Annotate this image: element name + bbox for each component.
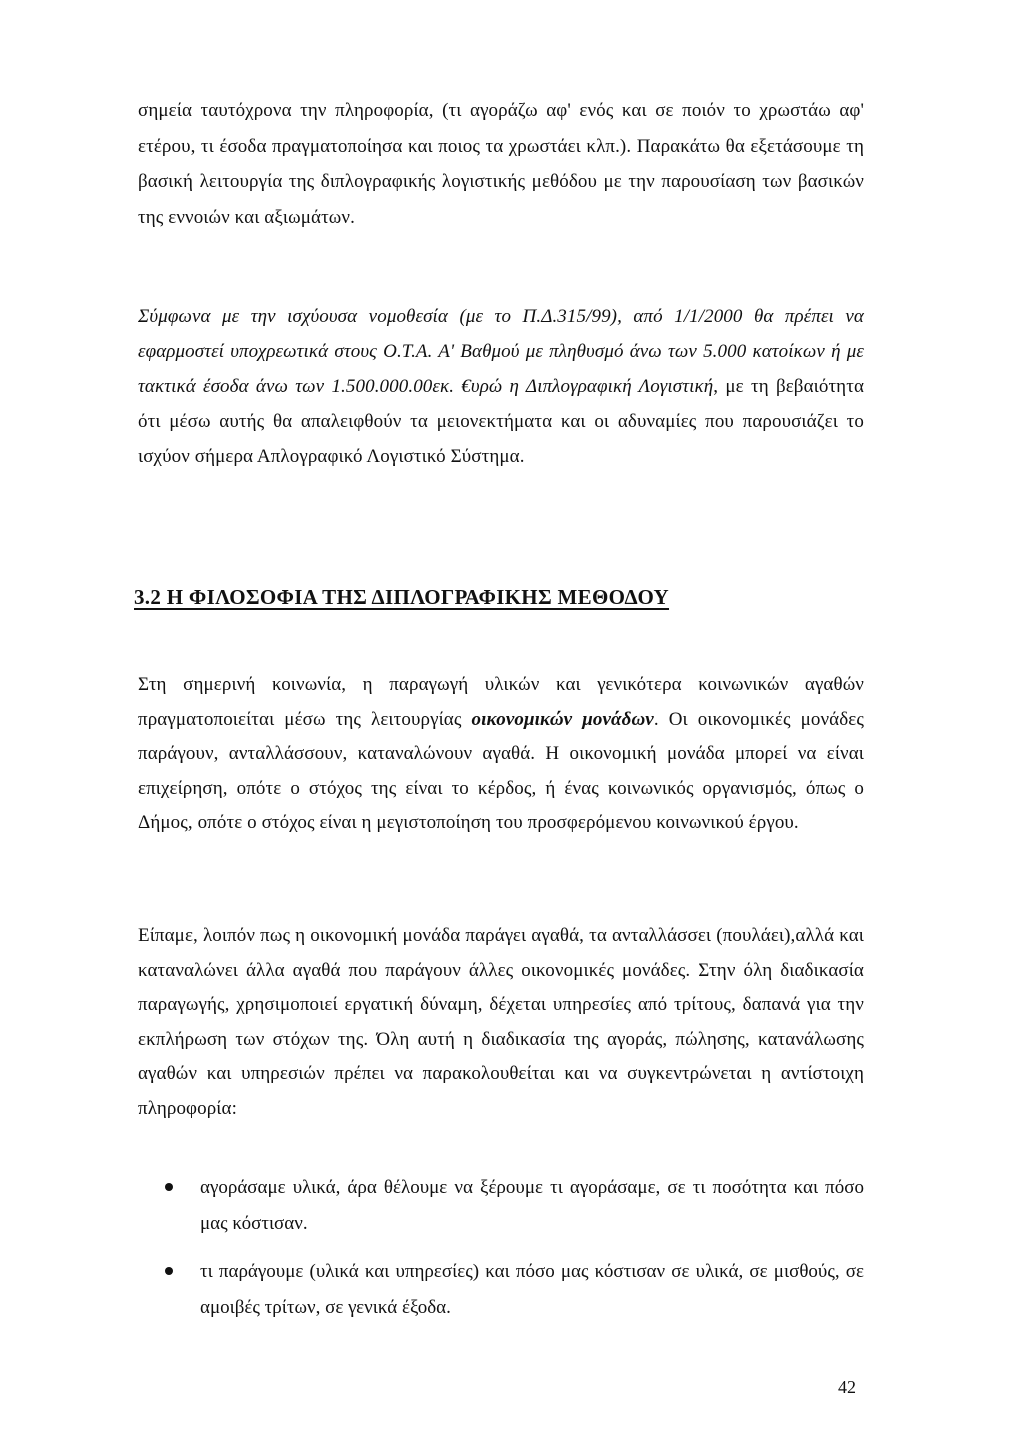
list-item	[138, 1254, 864, 1325]
paragraph-economic-units	[138, 668, 864, 841]
paragraph-process: Είπαμε, λοιπόν πως η οικονομική μονάδα παράγει αγαθά, τα ανταλλάσσει (πουλάει),αλλά και καταναλώνει άλλα αγαθά που παράγουν άλλες οικονομικές μονάδες. Στην όλη διαδικασία παραγωγής, χρησιμοποιεί εργατική δύναμη, δέχεται υπηρεσίες από τρίτους, δαπανά για την εκπλήρωση των στόχων της. Όλη αυτή η διαδικασία της αγοράς, πώλησης, κατανάλωσης αγαθών και υπηρεσιών πρέπει να παρακολουθείται και να συγκεντρώνεται η αντίστοιχη πληροφορία:	[138, 925, 864, 1119]
bullet-icon	[165, 1267, 173, 1275]
economic-units-text-after: . Οι οικονομικές μονάδες παράγουν, ανταλλάσσουν, καταναλώνουν αγαθά. Η οικονομική μονάδα μπορεί να είναι επιχείρηση, οπότε ο στόχος της είναι το κέρδος, ή ένας κοινωνικός οργανισμός, όπως ο Δήμος, οπότε ο στόχος είναι η μεγιστοποίηση του προσφερόμενου κοινωνικού έργου.	[138, 708, 864, 833]
legislation-normal-text: , με τη βεβαιότητα ότι μέσω αυτής θα απαλειφθούν τα μειονεκτήματα και οι αδυναμίες που παρουσιάζει το ισχύον σήμερα Απλογραφικό Λογιστικό Σύστημα.	[138, 376, 865, 467]
paragraph-legislation	[138, 299, 864, 474]
legislation-italic-text: Σύμφωνα με την ισχύουσα νομοθεσία (με το Π.Δ.315/99), από 1/1/2000 θα πρέπει να εφαρμοστεί υποχρεωτικά στους Ο.Τ.Α. Α' Βαθμού με πληθυσμό άνω των 5.000 κατοίκων ή με τακτικά έσοδα άνω των 1.500.000.00εκ. €υρώ η Διπλογραφική Λογιστική	[138, 306, 864, 397]
bullet-icon	[165, 1183, 173, 1191]
bullet-text: αγοράσαμε υλικά, άρα θέλουμε να ξέρουμε τι αγοράσαμε, σε τι ποσότητα και πόσο μας κόστισαν.	[200, 1177, 864, 1234]
paragraph-intro: σημεία ταυτόχρονα την πληροφορία, (τι αγοράζω αφ' ενός και σε ποιόν το χρωστάω αφ' ετέρου, τι έσοδα πραγματοποίησα και ποιος τα χρωστάει κλπ.). Παρακάτω θα εξετάσουμε τη βασική λειτουργία της διπλογραφικής λογιστικής μεθόδου με την παρουσίαση των βασικών της εννοιών και αξιωμάτων.	[138, 100, 864, 228]
page-number: 42	[838, 1377, 856, 1397]
list-item	[138, 1170, 864, 1241]
section-heading: 3.2 Η ΦΙΛΟΣΟΦΙΑ ΤΗΣ ΔΙΠΛΟΓΡΑΦΙΚΗΣ ΜΕΘΟΔΟΥ	[134, 585, 670, 609]
economic-units-emphasis: οικονομικών μονάδων	[471, 708, 654, 730]
economic-units-text-before: Στη σημερινή κοινωνία, η παραγωγή υλικών και γενικότερα κοινωνικών αγαθών πραγματοποιείται μέσω της λειτουργίας	[138, 674, 864, 730]
bullet-text: τι παράγουμε (υλικά και υπηρεσίες) και πόσο μας κόστισαν σε υλικά, σε μισθούς, σε αμοιβές τρίτων, σε γενικά έξοδα.	[200, 1261, 864, 1318]
bullet-list	[138, 1170, 864, 1338]
